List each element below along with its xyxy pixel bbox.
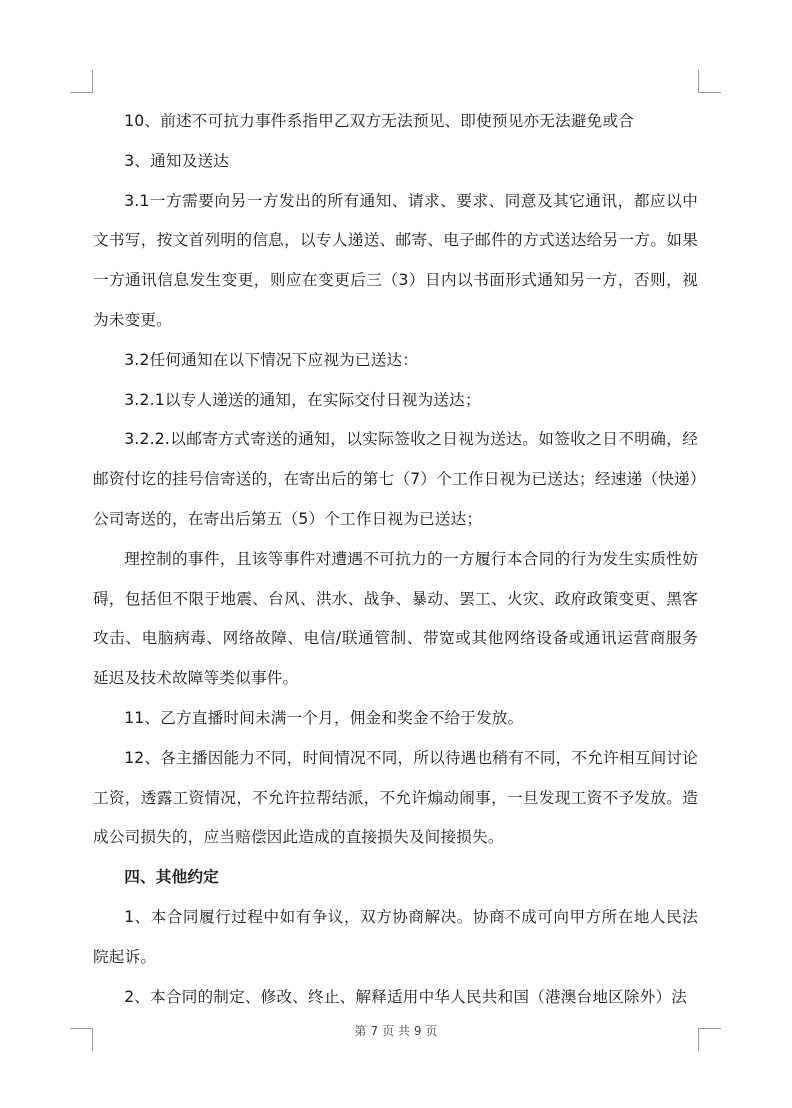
footer-prefix: 第 — [354, 1024, 367, 1038]
paragraph-force-majeure-continued: 理控制的事件，且该等事件对遭遇不可抗力的一方履行本合同的行为发生实质性妨碍，包括但不限于地震、台风、洪水、战争、暴动、罢工、火灾、政府政策变更、黑客攻击、电脑病毒、网络故障、电信/联通管制、带宽或其他网络设备或通讯运营商服务延迟及技术故障等类似事件。 — [93, 549, 698, 688]
paragraph-notice-3-2-1: 3.2.1以专人递送的通知，在实际交付日视为送达； — [124, 390, 481, 409]
paragraph-clause-12: 12、各主播因能力不同，时间情况不同，所以待遇也稍有不同，不允许相互间讨论工资，透露工资情况，不允许拉帮结派，不允许煽动闹事，一旦发现工资不予发放。造成公司损失的，应当赔偿因此造成的直接损失及间接损失。 — [93, 748, 698, 847]
paragraph-force-majeure-definition: 10、前述不可抗力事件系指甲乙双方无法预见、即使预见亦无法避免或合 — [124, 112, 635, 130]
footer-suffix: 页 — [425, 1024, 438, 1038]
paragraph-notice-3-2: 3.2任何通知在以下情况下应视为已送达： — [124, 350, 419, 369]
paragraph-notice-3-1: 3.1一方需要向另一方发出的所有通知、请求、要求、同意及其它通讯，都应以中文书写，按文首列明的信息，以专人递送、邮寄、电子邮件的方式送达给另一方。如果一方通讯信息发生变更，则应在变更后三（3）日内以书面形式通知另一方，否则，视为未变更。 — [93, 191, 698, 329]
paragraph-other-terms-2: 2、本合同的制定、修改、终止、解释适用中华人民共和国（港澳台地区除外）法 — [124, 987, 688, 1006]
footer-total-pages: 9 — [413, 1024, 422, 1038]
paragraph-notice-3-2-2: 3.2.2.以邮寄方式寄送的通知，以实际签收之日视为送达。如签收之日不明确，经邮资付讫的挂号信寄送的，在寄出后的第七（7）个工作日视为已送达；经速递（快递）公司寄送的，在寄出后第五（5）个工作日视为已送达； — [93, 430, 698, 528]
page-number-footer — [0, 1022, 792, 1039]
paragraph-clause-11: 11、乙方直播时间未满一个月，佣金和奖金不给于发放。 — [124, 708, 524, 727]
section-heading-other-terms: 四、其他约定 — [124, 868, 219, 887]
footer-current-page: 7 — [370, 1024, 379, 1038]
document-body — [93, 102, 698, 1017]
paragraph-other-terms-1: 1、本合同履行过程中如有争议，双方协商解决。协商不成可向甲方所在地人民法院起诉。 — [93, 907, 698, 966]
paragraph-notice-heading: 3、通知及送达 — [124, 151, 230, 170]
crop-mark-top-right — [698, 70, 721, 93]
crop-mark-top-left — [70, 70, 93, 93]
footer-middle: 页 共 — [382, 1024, 410, 1038]
